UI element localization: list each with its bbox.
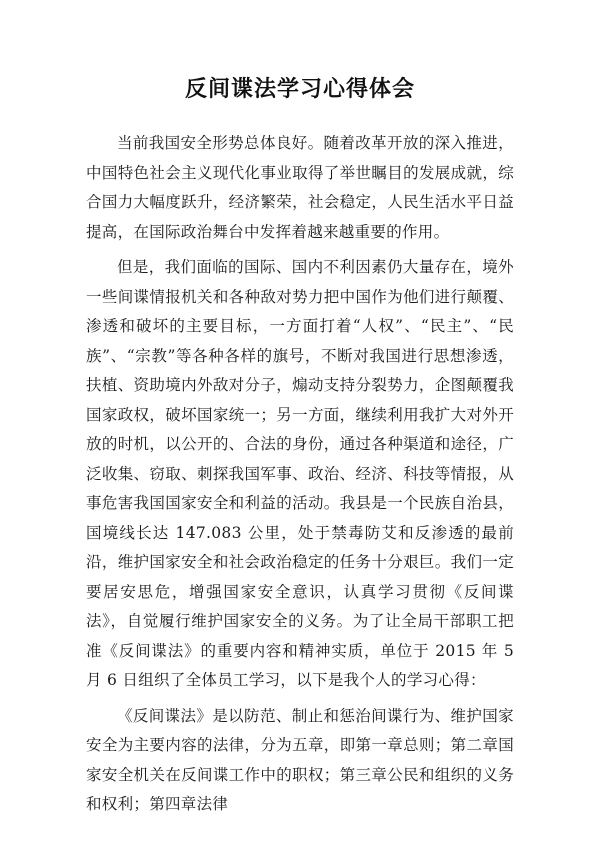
document-title: 反间谍法学习心得体会 <box>184 77 415 102</box>
paragraph-intro: 当前我国安全形势总体良好。随着改革开放的深入推进，中国特色社会主义现代化事业取得了举世瞩目的发展成就，综合国力大幅度跃升，经济繁荣，社会稳定，人民生活水平日益提高，在国际政治舞台中发挥着越来越重要的作用。 <box>86 134 514 241</box>
paragraph-law-overview: 《反间谍法》是以防范、制止和惩治间谍行为、维护国家安全为主要内容的法律，分为五章，即第一章总则；第二章国家安全机关在反间谍工作中的职权；第三章公民和组织的义务和权利；第四章法律 <box>86 706 514 813</box>
paragraph-threats: 但是，我们面临的国际、国内不利因素仍大量存在，境外一些间谍情报机关和各种敌对势力把中国作为他们进行颠覆、渗透和破坏的主要目标，一方面打着“人权”、“民主”、“民族”、“宗教”等各种各样的旗号，不断对我国进行思想渗透，扶植、资助境内外敌对分子，煽动支持分裂势力，企图颠覆我国家政权，破坏国家统一；另一方面，继续利用我扩大对外开放的时机，以公开的、合法的身份，通过各种渠道和途径，广泛收集、窃取、刺探我国军事、政治、经济、科技等情报，从事危害我国国家安全和利益的活动。我县是一个民族自治县，国境线长达 147.083 公里，处于禁毒防艾和反渗透的最前沿，维护国家安全和社会政治稳定的任务十分艰巨。我们一定要居安思危，增强国家安全意识，认真学习贯彻《反间谍法》，自觉履行维护国家安全的义务。为了让全局干部职工把准《反间谍法》的重要内容和精神实质，单位于 2015 年 5 月 6 日组织了全体员工学习，以下是我个人的学习心得： <box>86 258 514 689</box>
